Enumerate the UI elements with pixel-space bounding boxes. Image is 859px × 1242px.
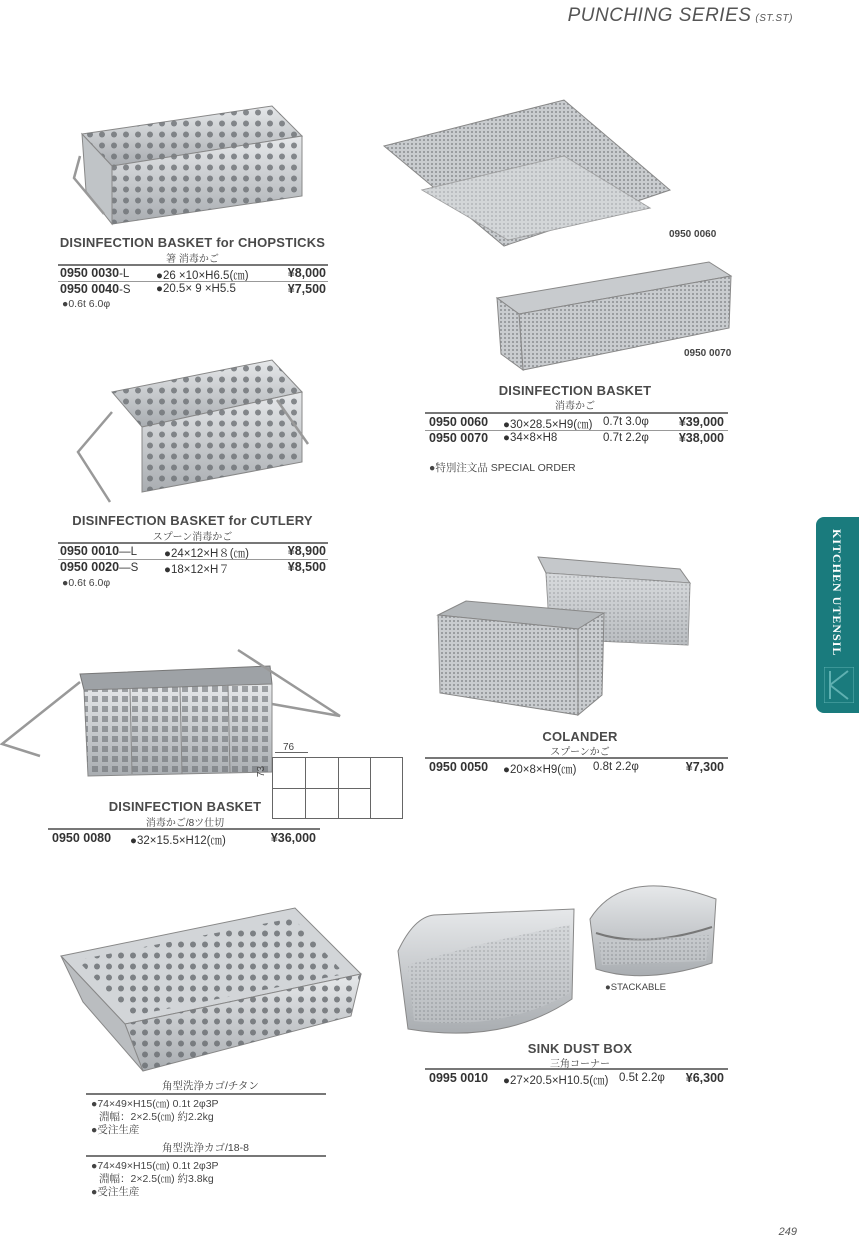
colander-rule (425, 757, 728, 759)
kitchen-utensil-tab[interactable] (816, 517, 859, 713)
divided-basket-row: 0950 0080 ●32×15.5×H12(㎝) ¥36,000 (52, 831, 316, 847)
sink-title: SINK DUST BOX (527, 1041, 633, 1056)
steel-line-1: ●74×49×H15(㎝) 0.1t 2φ3P (91, 1160, 219, 1172)
disinfection-title: DISINFECTION BASKET (498, 383, 652, 398)
titan-title: 角型洗浄カゴ/チタン (162, 1080, 259, 1092)
k-letter-icon (824, 667, 854, 703)
label-0950-0060: 0950 0060 (669, 229, 717, 240)
cutlery-row-l: 0950 0010—L ●24×12×H８(㎝) ¥8,900 (60, 544, 326, 560)
titan-line-2: 淵幅：2×2.5(㎝) 約2.2kg (99, 1111, 214, 1123)
divider-height-label: 73 (256, 765, 268, 778)
disinfection-rule (425, 412, 728, 414)
divided-basket-subtitle: 消毒かご/8ツ仕切 (145, 818, 225, 829)
colander-photo (432, 543, 694, 719)
special-order-note: ●特別注文品 SPECIAL ORDER (429, 462, 576, 474)
disinfection-row-0060: 0950 0060 ●30×28.5×H9(㎝) 0.7t 3.0φ ¥39,000 (429, 415, 724, 431)
series-title: PUNCHING SERIES (ST.ST) (567, 5, 793, 26)
mesh-basket-large-photo (382, 98, 672, 248)
page-number: 249 (778, 1226, 797, 1238)
divided-basket-title: DISINFECTION BASKET (108, 799, 262, 814)
steel-line-2: 淵幅：2×2.5(㎝) 約3.8kg (99, 1173, 214, 1185)
chopsticks-row-l: 0950 0030-L ●26 ×10×H6.5(㎝) ¥8,000 (60, 266, 326, 282)
disinfection-subtitle: 消毒かご (555, 401, 595, 412)
stackable-note: ●STACKABLE (605, 982, 666, 993)
colander-title: COLANDER (542, 729, 618, 744)
square-tray-photo (55, 906, 365, 1074)
colander-subtitle: スプーンかご (550, 747, 610, 758)
divider-width-line (275, 752, 308, 753)
chopsticks-title: DISINFECTION BASKET for CHOPSTICKS (59, 235, 326, 250)
steel-title: 角型洗浄カゴ/18-8 (162, 1142, 249, 1154)
disinfection-row-0070: 0950 0070 ●34×8×H8 0.7t 2.2φ ¥38,000 (429, 431, 724, 445)
colander-row: 0950 0050 ●20×8×H9(㎝) 0.8t 2.2φ ¥7,300 (429, 760, 724, 776)
sink-dust-box-photo (394, 861, 724, 1043)
cutlery-note: ●0.6t 6.0φ (62, 577, 111, 589)
chopsticks-subtitle: 箸 消毒かご (166, 254, 219, 265)
chopsticks-note: ●0.6t 6.0φ (62, 298, 111, 310)
chopsticks-row-s: 0950 0040-S ●20.5× 9 ×H5.5 ¥7,500 (60, 282, 326, 296)
sink-row: 0995 0010 ●27×20.5×H10.5(㎝) 0.5t 2.2φ ¥6,300 (429, 1071, 724, 1087)
titan-line-3: ●受注生産 (91, 1124, 140, 1136)
cutlery-title: DISINFECTION BASKET for CUTLERY (72, 513, 313, 528)
divider-width-label: 76 (283, 742, 295, 753)
sink-rule (425, 1068, 728, 1070)
titan-line-1: ●74×49×H15(㎝) 0.1t 2φ3P (91, 1098, 219, 1110)
chopsticks-basket-photo (72, 96, 312, 226)
kitchen-utensil-label: KITCHEN UTENSIL (830, 529, 844, 657)
cutlery-subtitle: スプーン消毒かご (152, 532, 233, 543)
sink-subtitle: 三角コーナー (550, 1059, 610, 1070)
cutlery-basket-photo (72, 352, 317, 502)
cutlery-row-s: 0950 0020—S ●18×12×H７ ¥8,500 (60, 560, 326, 576)
steel-line-3: ●受注生産 (91, 1186, 140, 1198)
divided-basket-rule (48, 828, 320, 830)
label-0950-0070: 0950 0070 (684, 348, 732, 359)
